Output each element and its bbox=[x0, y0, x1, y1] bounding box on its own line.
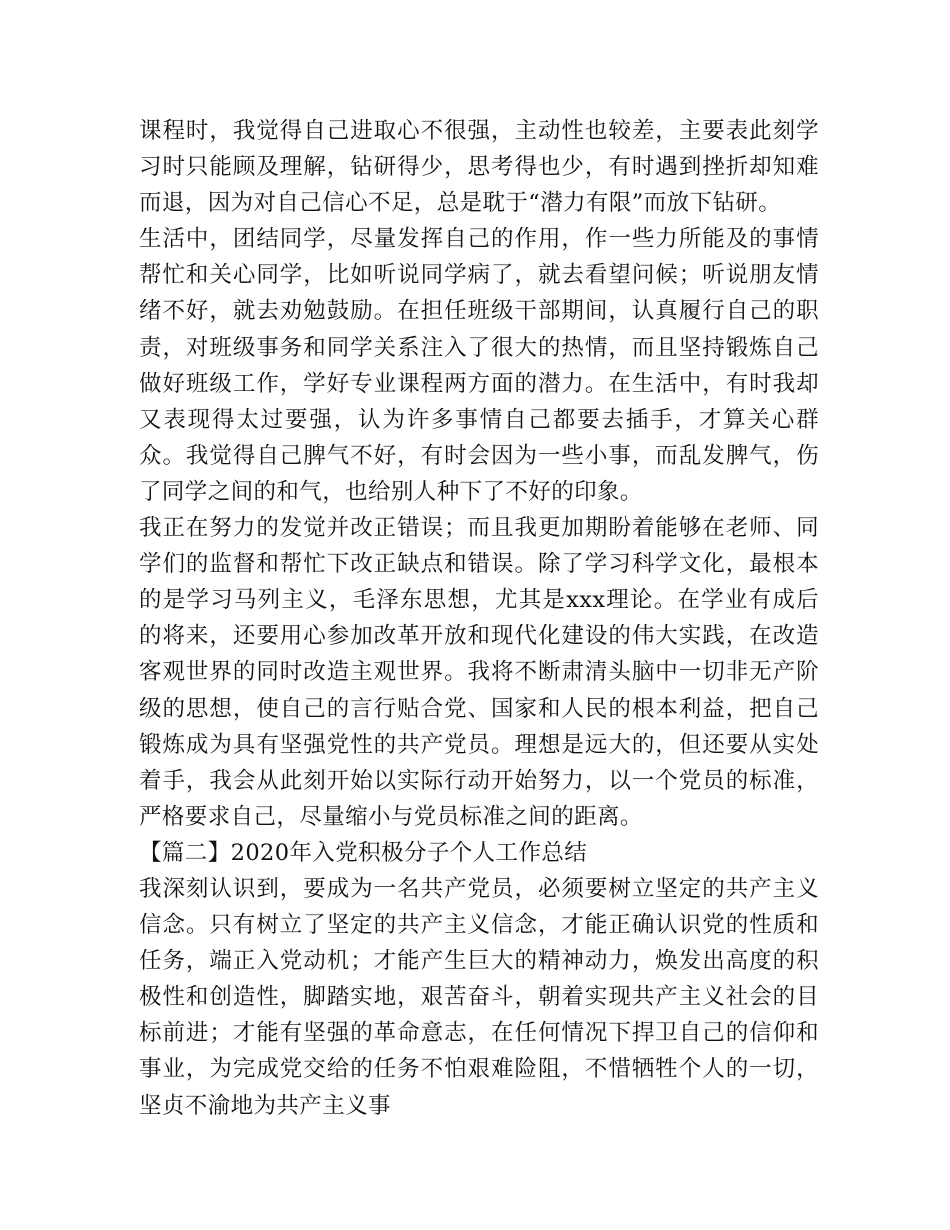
section-heading-part-two: 【篇二】2020年入党积极分子个人工作总结 bbox=[139, 839, 588, 866]
paragraph-communist-belief: 我深刻认识到，要成为一名共产党员，必须要树立坚定的共产主义信念。只有树立了坚定的共产主义信念，才能正确认识党的性质和任务，端正入党动机；才能产生巨大的精神动力，焕发出高度的积极性和创造性，脚踏实地，艰苦奋斗，朝着实现共产主义社会的目标前进；才能有坚强的革命意志，在任何情况下捍卫自己的信仰和事业，为完成党交给的任务不怕艰难险阻，不惜牺牲个人的一切，坚贞不渝地为共产主义事 bbox=[139, 875, 819, 1119]
paragraph-correct-mistakes: 我正在努力的发觉并改正错误；而且我更加期盼着能够在老师、同学们的监督和帮忙下改正缺点和错误。除了学习科学文化，最根本的是学习马列主义，毛泽东思想，尤其是xxx理论。在学业有成后的将来，还要用心参加改革开放和现代化建设的伟大实践，在改造客观世界的同时改造主观世界。我将不断肃清头脑中一切非无产阶级的思想，使自己的言行贴合党、国家和人民的根本利益，把自己锻炼成为具有坚强党性的共产党员。理想是远大的，但还要从实处着手，我会从此刻开始以实际行动开始努力，以一个党员的标准，严格要求自己，尽量缩小与党员标准之间的距离。 bbox=[139, 515, 819, 830]
document-body bbox=[139, 113, 819, 1124]
paragraph-study-attitude: 课程时，我觉得自己进取心不很强，主动性也较差，主要表此刻学习时只能顾及理解，钻研得少，思考得也少，有时遇到挫折却知难而退，因为对自己信心不足，总是耽于“潜力有限”而放下钻研。 bbox=[139, 118, 819, 217]
paragraph-life-and-class-work: 生活中，团结同学，尽量发挥自己的作用，作一些力所能及的事情帮忙和关心同学，比如听说同学病了，就去看望问候；听说朋友情绪不好，就去劝勉鼓励。在担任班级干部期间，认真履行自己的职责，对班级事务和同学关系注入了很大的热情，而且坚持锻炼自己做好班级工作，学好专业课程两方面的潜力。在生活中，有时我却又表现得太过要强，认为许多事情自己都要去插手，才算关心群众。我觉得自己脾气不好，有时会因为一些小事，而乱发脾气，伤了同学之间的和气，也给别人种下了不好的印象。 bbox=[139, 226, 819, 505]
